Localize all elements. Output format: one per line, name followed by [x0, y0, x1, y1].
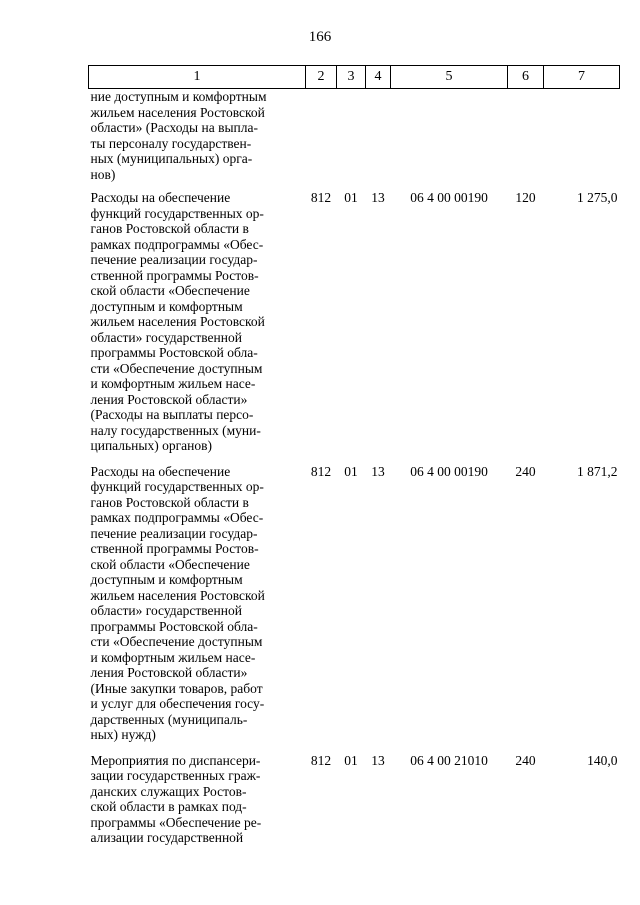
description-line: программы «Обеспечение ре-: [90, 814, 262, 830]
target-article-code: 06 4 00 00190: [410, 463, 488, 479]
subsection-code: [366, 89, 391, 191]
description-line: нов): [90, 166, 116, 182]
description-line: ты персоналу государствен-: [90, 135, 252, 151]
table-row: [89, 89, 620, 191]
description-line: (Иные закупки товаров, работ: [90, 680, 263, 696]
description-line: дарственных (муниципаль-: [90, 711, 248, 727]
section-code: 01: [344, 463, 358, 479]
description-line: жильем населения Ростовской: [90, 587, 265, 603]
row-description: [89, 190, 306, 464]
description-line: налу государственных (муни-: [90, 422, 261, 438]
description-line: и услуг для обеспечения госу-: [90, 696, 265, 711]
row-description: [89, 464, 306, 753]
budget-table: [88, 65, 620, 856]
ministry-code: 812: [310, 190, 332, 205]
description-line: доступным и комфортным: [90, 572, 243, 587]
description-line: ственной программы Ростов-: [90, 541, 259, 556]
expense-type-code: 240: [515, 752, 536, 768]
description-line: печение реализации государ-: [90, 252, 258, 267]
description-line: функций государственных ор-: [90, 479, 264, 494]
description-line: ных) нужд): [90, 727, 156, 742]
description-line: ской области «Обеспечение: [90, 283, 250, 298]
table-row: [89, 753, 620, 856]
description-line: ализации государственной: [90, 830, 244, 845]
description-line: жильем населения Ростовской: [90, 104, 265, 120]
description-line: ления Ростовской области»: [90, 665, 248, 680]
amount: 1 275,0: [577, 190, 618, 205]
description-line: программы Ростовской обла-: [90, 345, 258, 360]
section-code: 01: [344, 752, 358, 768]
target-article-code: 06 4 00 00190: [410, 190, 488, 205]
description-line: доступным и комфортным: [90, 298, 243, 314]
description-line: ской области «Обеспечение: [90, 556, 250, 572]
expense-type-code: 240: [515, 463, 536, 479]
header-col-2: 2: [306, 66, 337, 89]
description-line: рамках подпрограммы «Обес-: [90, 510, 264, 525]
description-line: ления Ростовской области»: [90, 391, 248, 407]
description-line: жильем населения Ростовской: [90, 314, 265, 329]
description-line: ганов Ростовской области в: [90, 494, 249, 510]
header-col-3: 3: [337, 66, 366, 89]
subsection-code: 13: [371, 190, 385, 205]
subsection-code: 13: [371, 752, 385, 768]
header-col-1: 1: [89, 66, 306, 89]
description-line: ственной программы Ростов-: [90, 267, 259, 283]
description-line: области» государственной: [90, 329, 242, 345]
ministry-code: 812: [310, 463, 332, 479]
row-description: [89, 753, 306, 856]
description-line: ных (муниципальных) орга-: [90, 151, 253, 166]
amount: [544, 89, 620, 191]
description-line: ской области в рамках под-: [90, 799, 247, 814]
description-line: Расходы на обеспечение: [90, 463, 231, 479]
description-line: программы Ростовской обла-: [90, 618, 258, 634]
description-line: области» (Расходы на выпла-: [90, 120, 258, 135]
description-line: области» государственной: [90, 603, 242, 618]
header-col-4: 4: [366, 66, 391, 89]
description-line: сти «Обеспечение доступным: [90, 634, 263, 649]
table-row: [89, 464, 620, 753]
ministry-code: 812: [310, 752, 332, 768]
description-line: ганов Ростовской области в: [90, 221, 249, 236]
expense-type-code: [508, 89, 544, 191]
description-line: (Расходы на выплаты персо-: [90, 407, 254, 422]
table-row: [89, 190, 620, 464]
target-article-code: [391, 89, 508, 191]
expense-type-code: 120: [515, 190, 536, 205]
section-code: [337, 89, 366, 191]
description-line: Расходы на обеспечение: [90, 190, 231, 205]
amount: 1 871,2: [577, 463, 618, 479]
ministry-code: [306, 89, 337, 191]
description-line: и комфортным жильем насе-: [90, 376, 256, 391]
description-line: и комфортным жильем насе-: [90, 649, 256, 665]
section-code: 01: [344, 190, 358, 205]
header-row: [89, 66, 620, 89]
description-line: зации государственных граж-: [90, 768, 261, 783]
description-line: ние доступным и комфортным: [90, 89, 267, 104]
header-col-7: 7: [544, 66, 620, 89]
description-line: сти «Обеспечение доступным: [90, 360, 263, 376]
description-line: данских служащих Ростов-: [90, 783, 247, 799]
header-col-6: 6: [508, 66, 544, 89]
page-number: 166: [308, 29, 332, 45]
target-article-code: 06 4 00 21010: [410, 752, 488, 768]
description-line: печение реализации государ-: [90, 525, 258, 541]
description-line: ципальных) органов): [90, 438, 212, 453]
subsection-code: 13: [371, 463, 385, 479]
header-col-5: 5: [391, 66, 508, 89]
description-line: функций государственных ор-: [90, 205, 264, 221]
description-line: рамках подпрограммы «Обес-: [90, 236, 264, 252]
row-description: [89, 89, 306, 191]
amount: 140,0: [587, 752, 618, 768]
description-line: Мероприятия по диспансери-: [90, 752, 261, 768]
